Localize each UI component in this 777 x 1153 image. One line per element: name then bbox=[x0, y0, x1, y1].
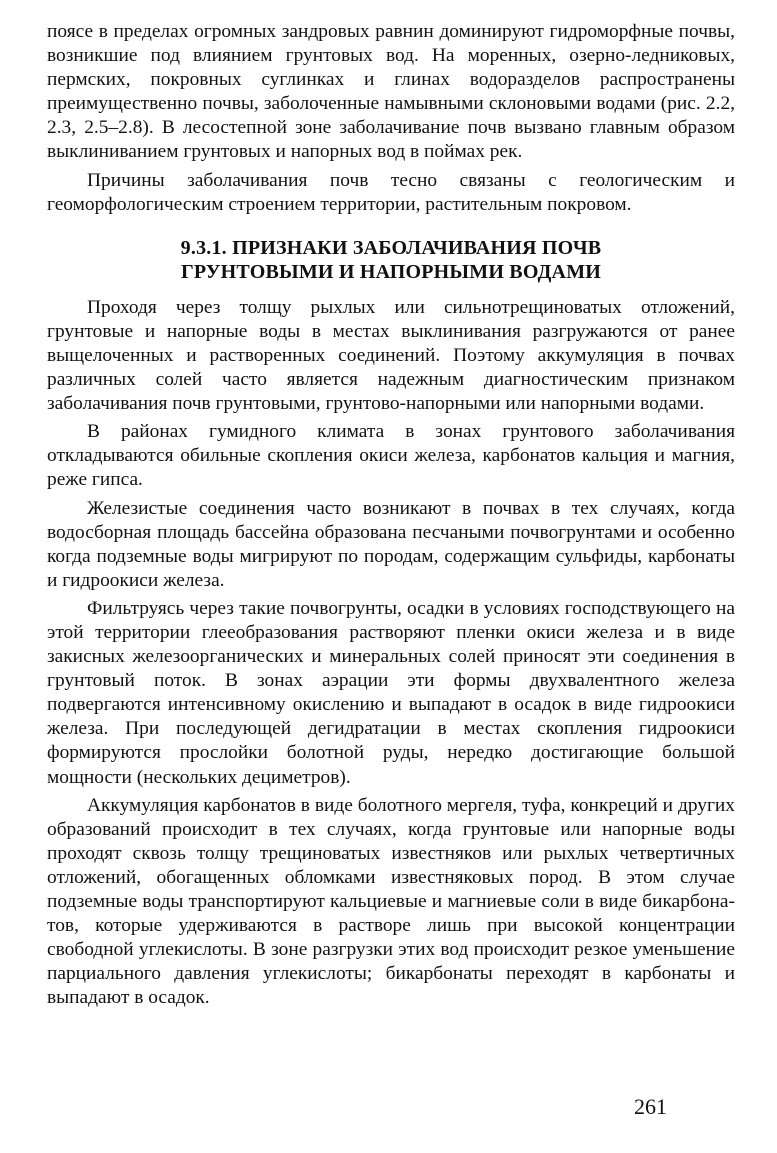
paragraph-filtration: Фильтруясь через такие почвогрунты, осадки в условиях господствующего на этой территории глееобразования растворяют пленки окиси железа и в виде закисных железоорганических и минеральных солей приносят эти соединения в грунтовый поток. В зонах аэрации эти формы двухвалентного железа подвергаются интенсивному окислению и выпадают в осадок в виде гидроокиси железа. При последующей дегидратации в местах скопления гидроокиси формируются прослойки болотной руды, нередко достигающие большой мощности (нескольких дециметров). bbox=[47, 597, 735, 788]
paragraph-groundwater: Проходя через толщу рыхлых или сильнотрещиноватых отложений, грунтовые и напорные воды в местах выклинивания разгружаются от ранее выщелоченных и растворенных соединений. Поэтому аккумуляция в почвах различных солей часто является надежным диагностическим признаком заболачивания почв грунтовыми, грунтово-напорными или напорными водами. bbox=[47, 296, 735, 415]
page-number: 261 bbox=[634, 1094, 667, 1119]
section-heading-line-1: 9.3.1. ПРИЗНАКИ ЗАБОЛАЧИВАНИЯ ПОЧВ bbox=[180, 236, 602, 259]
paragraph-causes: Причины заболачивания почв тесно связаны с геологическим и геоморфологическим строением территории, растительным покровом. bbox=[47, 169, 735, 215]
section-heading-line-2: ГРУНТОВЫМИ И НАПОРНЫМИ ВОДАМИ bbox=[180, 260, 602, 283]
paragraph-carbonates: Аккумуляция карбонатов в виде болотного мергеля, туфа, конкреций и других образований происходит в тех случаях, когда грунтовые или напорные воды проходят сквозь толщу трещиноватых известняков или рыхлых четвертичных отложений, обогащенных обломками известняковых пород. В этом случае подземные воды транспортируют кальциевые и магниевые соли в виде бикарбонатов, которые удерживаются в растворе лишь при высокой концентрации свободной углекислоты. В зоне разгрузки этих вод происходит резкое уменьшение парциального давления углекислоты; бикарбонаты переходят в карбонаты и выпадают в осадок. bbox=[47, 794, 735, 1009]
paragraph-humid-climate: В районах гумидного климата в зонах грунтового заболачивания откладываются обильные скопления окиси железа, карбонатов кальция и магния, реже гипса. bbox=[47, 421, 735, 491]
paragraph-continued: поясе в пределах огромных зандровых равнин доминируют гидроморфные почвы, возникшие под влиянием грунтовых вод. На моренных, озерно-ледниковых, пермских, покровных суглинках и глинах водоразделов распространены преимущественно почвы, заболоченные намывными склоновыми водами (рис. 2.2, 2.3, 2.5–2.8). В лесостепной зоне заболачивание почв вызвано главным образом выклиниванием грунтовых и напорных вод в поймах рек. bbox=[47, 21, 735, 163]
paragraph-iron-compounds: Железистые соединения часто возникают в почвах в тех случаях, когда водосборная площадь бассейна образована песчаными почвогрунтами и особенно когда подземные воды мигрируют по породам, содержащим сульфиды, карбонаты и гидроокиси железа. bbox=[47, 497, 735, 591]
page-body bbox=[47, 20, 735, 1010]
section-heading bbox=[47, 236, 735, 284]
